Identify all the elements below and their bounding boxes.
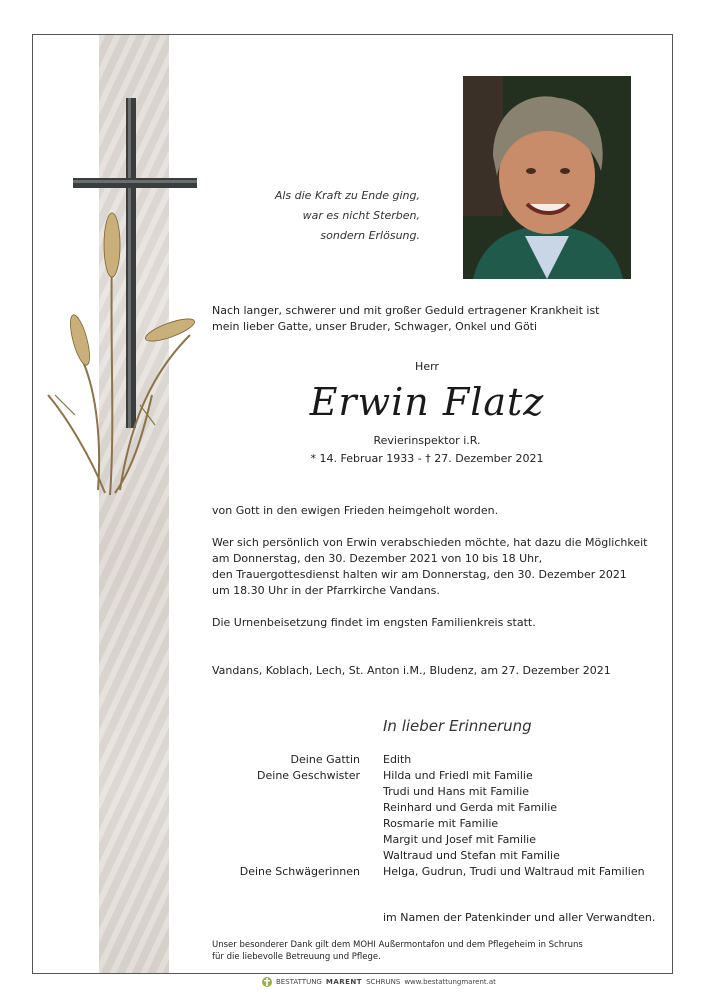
memory-heading: In lieber Erinnerung [383, 717, 532, 735]
life-dates: * 14. Februar 1933 - † 27. Dezember 2021 [310, 452, 544, 465]
siblings-label: Deine Geschwister [257, 769, 360, 782]
sisters-in-law-label: Deine Schwägerinnen [239, 865, 360, 878]
footer-brand: BESTATTUNG [276, 978, 322, 986]
farewell-line: um 18.30 Uhr in der Pfarrkirche Vandans. [212, 584, 440, 597]
portrait-photo [463, 76, 631, 279]
wheat-icon [48, 245, 190, 495]
sibling-entry: Reinhard und Gerda mit Familie [383, 801, 558, 814]
quote-line: sondern Erlösung. [320, 229, 420, 242]
intro-line: mein lieber Gatte, unser Bruder, Schwager, Onkel und Göti [212, 320, 538, 333]
wife-name: Edith [383, 753, 412, 766]
wife-label: Deine Gattin [290, 753, 360, 766]
farewell-line: Wer sich persönlich von Erwin verabschieden möchte, hat dazu die Möglichkeit [212, 536, 648, 549]
footer-url[interactable]: www.bestattungmarent.at [404, 978, 496, 986]
intro-text [212, 303, 600, 335]
farewell-text [212, 535, 647, 599]
others-line: im Namen der Patenkinder und aller Verwandten. [383, 911, 656, 924]
memorial-quote [240, 186, 420, 246]
sibling-entry: Rosmarie mit Familie [383, 817, 499, 830]
sibling-entry: Trudi und Hans mit Familie [383, 785, 530, 798]
funeral-logo-icon [262, 976, 272, 988]
footer-town: SCHRUNS [366, 978, 401, 986]
thanks-line: für die liebevolle Betreuung und Pflege. [212, 952, 381, 962]
sisters-in-law-names: Helga, Gudrun, Trudi und Waltraud mit Familien [383, 865, 645, 878]
farewell-line: am Donnerstag, den 30. Dezember 2021 von 10 bis 18 Uhr, [212, 552, 543, 565]
salutation: Herr [415, 360, 439, 373]
footer-brand-name: MARENT [325, 978, 363, 986]
sibling-entry: Margit und Josef mit Familie [383, 833, 536, 846]
deceased-rank: Revierinspektor i.R. [373, 434, 481, 447]
peace-text: von Gott in den ewigen Frieden heimgeholt worden. [212, 504, 499, 517]
place-date: Vandans, Koblach, Lech, St. Anton i.M., Bludenz, am 27. Dezember 2021 [212, 664, 611, 677]
thanks-line: Unser besonderer Dank gilt dem MOHI Außermontafon und dem Pflegeheim in Schruns [212, 940, 583, 950]
farewell-line: den Trauergottesdienst halten wir am Donnerstag, den 30. Dezember 2021 [212, 568, 627, 581]
deceased-name: Erwin Flatz [309, 380, 545, 424]
sibling-entry: Waltraud und Stefan mit Familie [383, 849, 560, 862]
quote-line: Als die Kraft zu Ende ging, [274, 189, 420, 202]
thanks-note [212, 939, 583, 963]
intro-line: Nach langer, schwerer und mit großer Geduld ertragener Krankheit ist [212, 304, 600, 317]
urn-text: Die Urnenbeisetzung findet im engsten Familienkreis statt. [212, 616, 536, 629]
funeral-home-footer [262, 976, 496, 988]
quote-line: war es nicht Sterben, [302, 209, 420, 222]
sibling-entry: Hilda und Friedl mit Familie [383, 769, 533, 782]
cross-icon [40, 95, 210, 505]
